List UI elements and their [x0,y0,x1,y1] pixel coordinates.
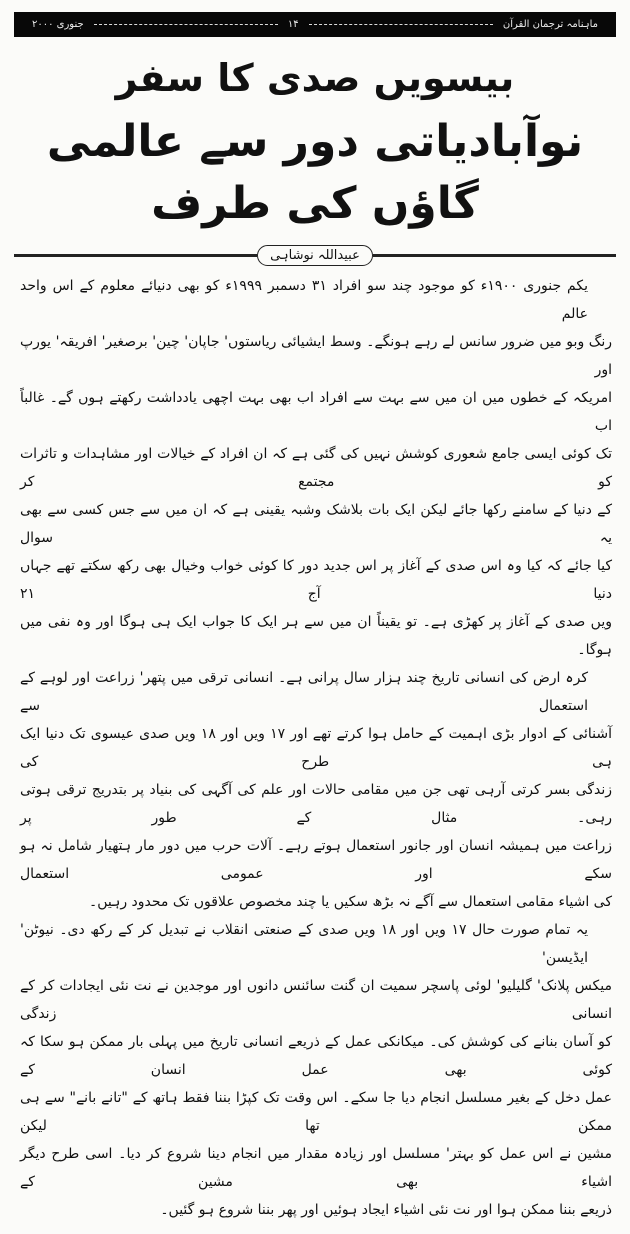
paragraph-line: کی اشیاء مقامی استعمال سے آگے نہ بڑھ سکیں یا چند مخصوص علاقوں تک محدود رہیں۔ [89,894,612,910]
paragraph-line: کے دنیا کے سامنے رکھا جائے لیکن ایک بات بلاشک وشبہ یقینی ہے کہ ان میں سے جس کسی سے بھی یہ سوال [20,502,612,546]
header-dash-rule [309,24,493,25]
running-header [14,12,616,37]
article-title: نوآبادیاتی دور سے عالمی گاؤں کی طرف [46,116,584,229]
paragraph-line: مشین نے اس عمل کو بہتر' مسلسل اور زیادہ مقدار میں انجام دینا شروع کر دیا۔ اسی طرح دیگر اشیاء بھی مشین کے [20,1146,612,1190]
paragraph-line: زندگی بسر کرتی آرہی تھی جن میں مقامی حالات اور علم کی آگہی کی بنیاد پر بتدریج ترقی ہوتی رہی۔ مثال کے طور پر [20,782,612,826]
header-dash-rule [94,24,278,25]
article-kicker-title: بیسویں صدی کا سفر [115,56,515,100]
magazine-name: ماہنامہ ترجمان القرآن [502,19,598,30]
page-number: ۱۴ [287,19,299,30]
author-byline: عبیداللہ نوشاہی [257,245,373,266]
paragraph-line: میکس پلانک' گلیلیو' لوئی پاسچر سمیت ان گنت سائنس دانوں اور موجدین نے نت نئی ایجادات کر کے انسانی زندگی [20,978,612,1022]
paragraph-line: ویں صدی کے آغاز پر کھڑی ہے۔ تو یقیناً ان میں سے ہر ایک کا جواب ایک ہی ہوگا اور وہ نفی میں ہوگا۔ [20,614,612,658]
paragraph-line: تک کوئی ایسی جامع شعوری کوشش نہیں کی گئی ہے کہ ان افراد کے خیالات اور مشاہدات و تاثرات کو مجتمع کر [20,446,612,490]
issue-date: جنوری ۲۰۰۰ [31,19,84,30]
paragraph-line: یکم جنوری ۱۹۰۰ء کو موجود چند سو افراد ۳۱ دسمبر ۱۹۹۹ء کو بھی دنیائے معلوم کے اس واحد عالم [20,278,588,322]
paragraph-line: عمل دخل کے بغیر مسلسل انجام دیا جا سکے۔ اس وقت تک کپڑا بننا فقط ہاتھ کے "تانے بانے" سے ہی ممکن تھا لیکن [20,1090,612,1134]
paragraph-line: کیا جائے کہ کیا وہ اس صدی کے آغاز پر اس جدید دور کا کوئی خواب وخیال بھی رکھ سکتے تھے جہاں دنیا آج ۲۱ [20,558,612,602]
byline-row [14,245,616,266]
paragraph-line: کو آسان بنانے کی کوشش کی۔ میکانکی عمل کے ذریعے انسانی تاریخ میں پہلی بار ممکن ہو سکا کہ کوئی بھی عمل انسان کے [20,1034,612,1078]
paragraph-line: یہ تمام صورت حال ۱۷ ویں اور ۱۸ ویں صدی کے صنعتی انقلاب نے تبدیل کر کے رکھ دی۔ نیوٹن' ایڈیسن' [20,922,588,966]
paragraph-line: کرہ ارض کی انسانی تاریخ چند ہزار سال پرانی ہے۔ انسانی ترقی میں پتھر' زراعت اور لوہے کے استعمال سے [20,670,588,714]
paragraph-line: زراعت میں ہمیشہ انسان اور جانور استعمال ہوتے رہے۔ آلات حرب میں دور مار ہتھیار شامل نہ ہو سکے اور عمومی استعمال [20,838,612,882]
byline-rule [14,254,257,257]
paragraph-line: رنگ وبو میں ضرور سانس لے رہے ہونگے۔ وسط ایشیائی ریاستوں' جاپان' چین' برصغیر' افریقہ' یورپ اور [20,334,612,378]
paragraph-line: ذریعے بننا ممکن ہوا اور نت نئی اشیاء ایجاد ہوئیں اور پھر بننا شروع ہو گئیں۔ [160,1202,612,1218]
article-body [14,272,616,1224]
paragraph-line: امریکہ کے خطوں میں ان میں سے بہت سے افراد اب بھی بہت اچھی یادداشت رکھتے ہوں گے۔ غالباً اب [20,390,612,434]
byline-rule [373,254,616,257]
paragraph-line: آشنائی کے ادوار بڑی اہمیت کے حامل ہوا کرتے تھے اور ۱۷ ویں اور ۱۸ ویں صدی عیسوی تک دنیا ایک ہی طرح کی [20,726,612,770]
